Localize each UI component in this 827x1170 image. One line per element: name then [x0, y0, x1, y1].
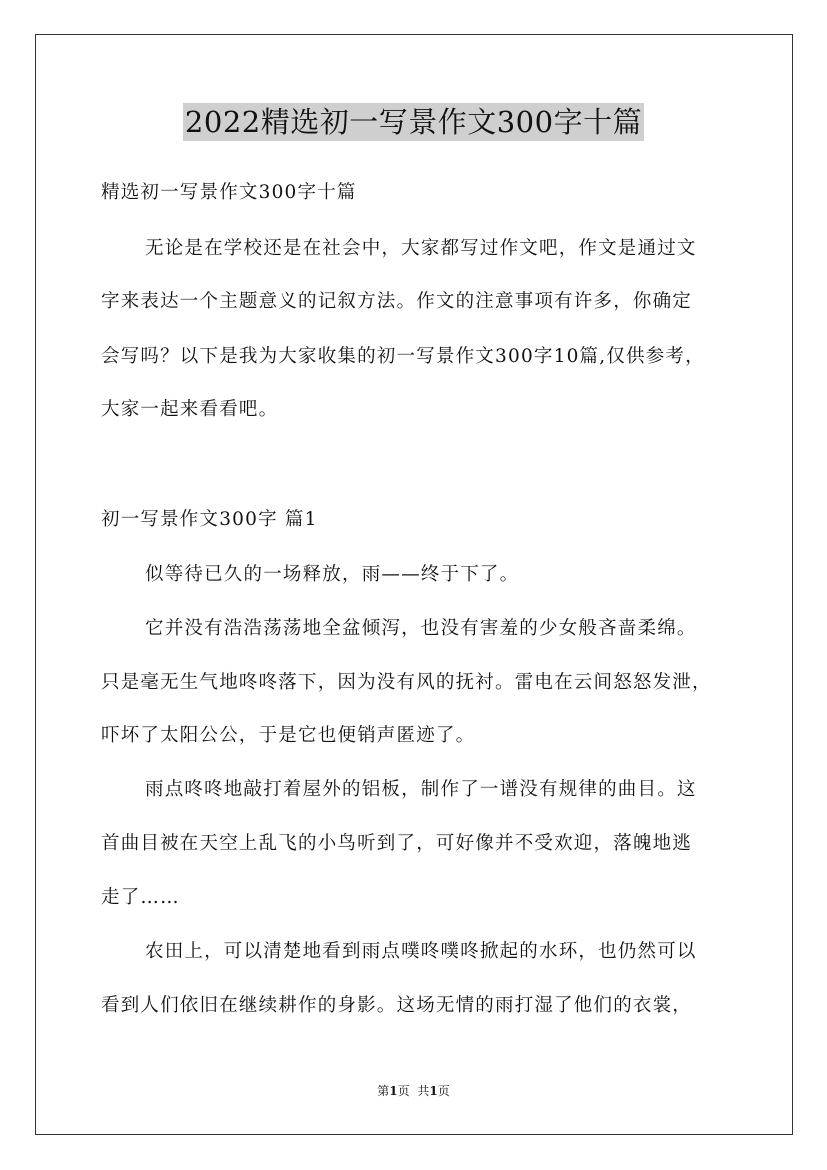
- page-footer: [0, 1083, 827, 1099]
- intro-line: 会写吗？以下是我为大家收集的初一写景作文300字10篇,仅供参考，: [101, 346, 705, 367]
- footer-total-number: 1: [429, 1084, 438, 1098]
- body-line: 走了……: [101, 887, 180, 908]
- intro-line: 字来表达一个主题意义的记叙方法。作文的注意事项有许多，你确定: [101, 291, 693, 312]
- footer-page-prefix: 第: [377, 1084, 390, 1098]
- body-line: 只是毫无生气地咚咚落下，因为没有风的抚衬。雷电在云间怒怒发泄，: [101, 672, 712, 693]
- body-line: 吓坏了太阳公公，于是它也便销声匿迹了。: [101, 725, 476, 746]
- footer-page-number: 1: [389, 1084, 398, 1098]
- subtitle: 精选初一写景作文300字十篇: [101, 182, 357, 203]
- body-line: 首曲目被在天空上乱飞的小鸟听到了，可好像并不受欢迎，落魄地逃: [101, 833, 693, 854]
- footer-total-prefix: 共: [417, 1084, 430, 1098]
- body-line: 它并没有浩浩荡荡地全盆倾泻，也没有害羞的少女般吝啬柔绵。: [145, 618, 697, 639]
- body-line: 似等待已久的一场释放，雨——终于下了。: [145, 564, 520, 585]
- intro-line: 大家一起来看看吧。: [101, 399, 279, 420]
- title-container: [0, 103, 827, 141]
- document-title: 2022精选初一写景作文300字十篇: [184, 105, 643, 139]
- footer-total-suffix: 页: [437, 1084, 450, 1098]
- body-line: 看到人们依旧在继续耕作的身影。这场无情的雨打湿了他们的衣裳，: [101, 995, 693, 1016]
- body-line: 农田上，可以清楚地看到雨点噗咚噗咚掀起的水环，也仍然可以: [145, 941, 697, 962]
- intro-line: 无论是在学校还是在社会中，大家都写过作文吧，作文是通过文: [145, 238, 697, 259]
- body-line: 雨点咚咚地敲打着屋外的铝板，制作了一谱没有规律的曲目。这: [145, 779, 697, 800]
- section-heading: 初一写景作文300字 篇1: [101, 509, 318, 530]
- footer-page-suffix: 页: [397, 1084, 410, 1098]
